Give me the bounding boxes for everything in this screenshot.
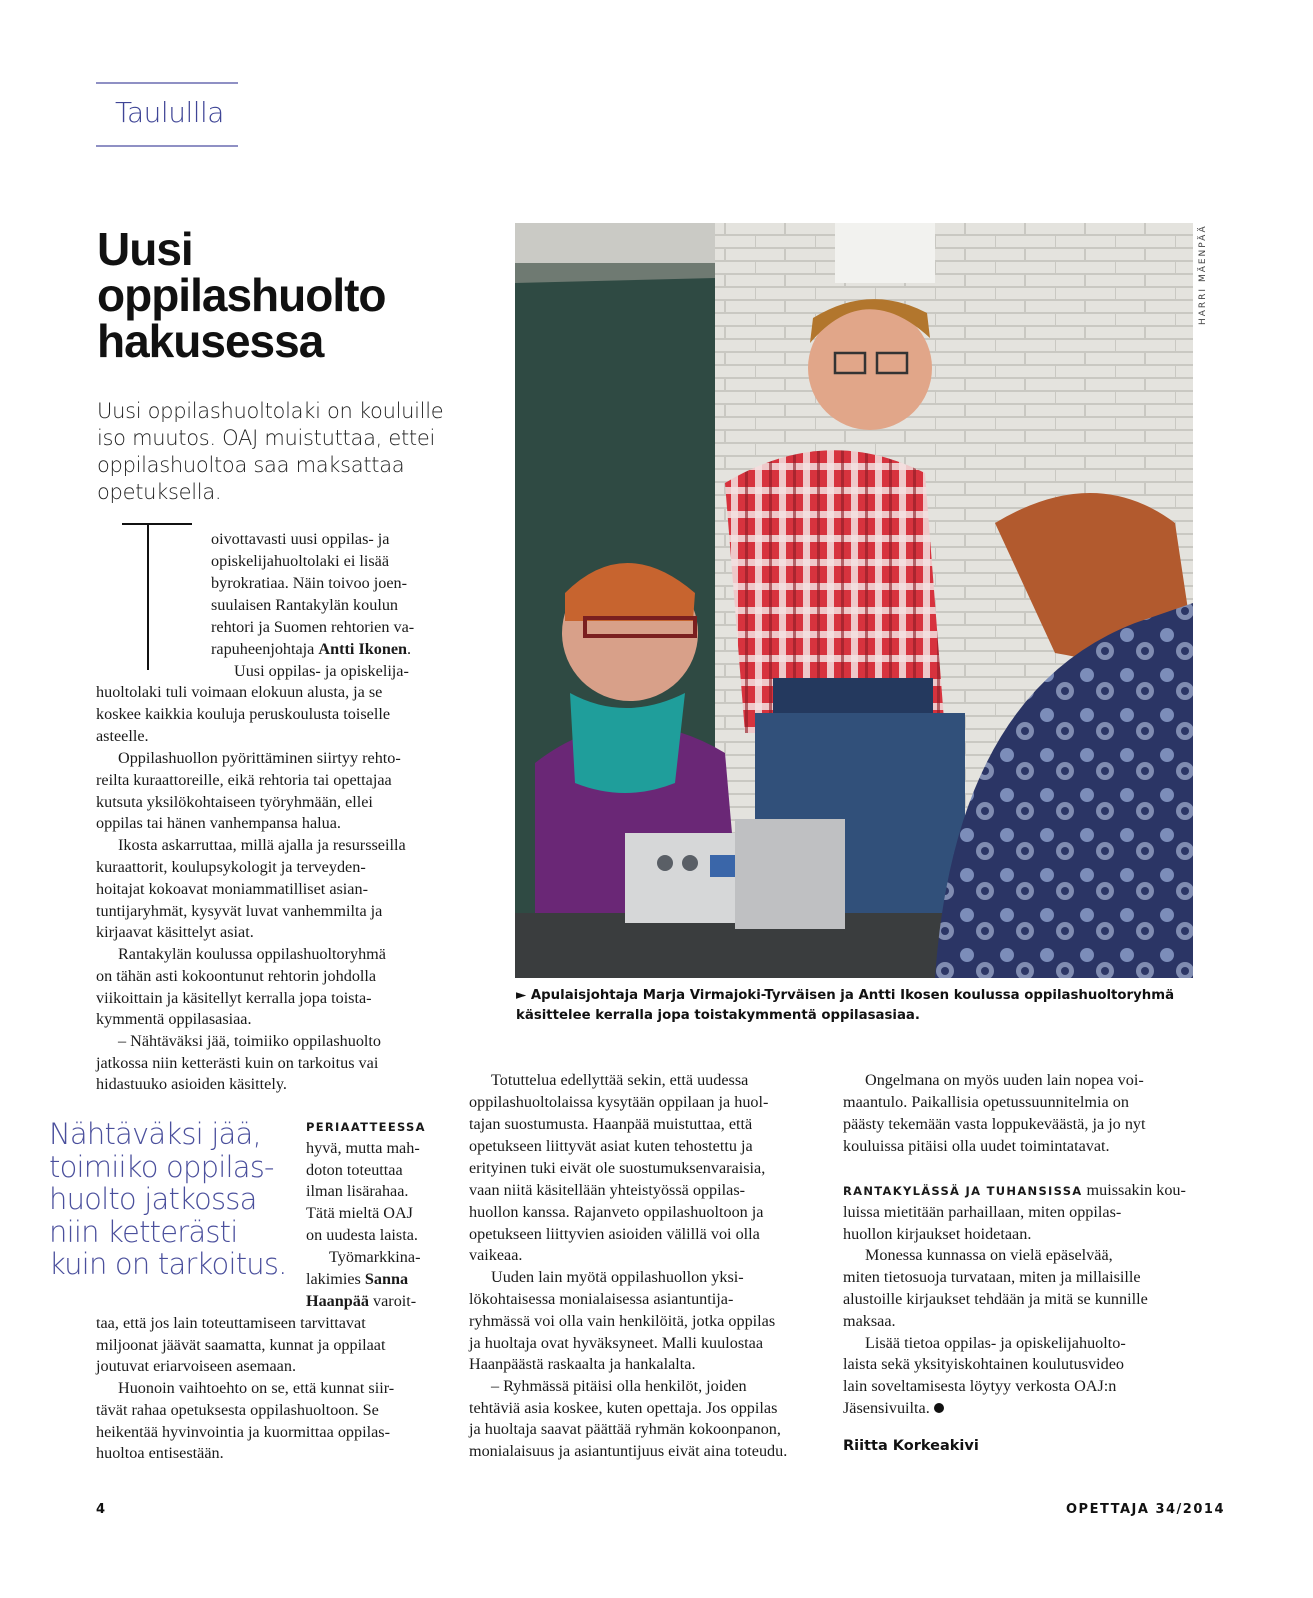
body-line: tehtäviä asia koskee, kuten opettaja. Jos oppilas — [469, 1399, 778, 1417]
body-line: vaikeaa. — [469, 1246, 523, 1264]
photo-caption-line: ► Apulaisjohtaja Marja Virmajoki-Tyrväisen ja Antti Ikosen koulussa oppilashuoltoryhmä — [516, 988, 1175, 1003]
drop-cap — [122, 522, 192, 672]
body-line: Ongelmana on myös uuden lain nopea voi- — [865, 1071, 1144, 1089]
body-line: Uusi oppilas- ja opiskelija- — [234, 662, 409, 680]
end-mark-icon — [934, 1403, 944, 1413]
section-label: Taulullla — [115, 96, 224, 129]
section-rule-top — [96, 82, 238, 84]
body-line: Haanpäästä raskaalta ja hankalalta. — [469, 1355, 696, 1373]
body-line: Lisää tietoa oppilas- ja opiskelijahuolto- — [865, 1334, 1126, 1352]
pull-quote-line: niin ketterästi — [49, 1214, 238, 1249]
pull-quote-line: Nähtäväksi jää, — [49, 1117, 261, 1151]
body-line: kuraattorit, koulupsykologit ja terveyden- — [96, 858, 366, 876]
person-name: Sanna — [364, 1270, 409, 1288]
body-line: Monessa kunnassa on vielä epäselvää, — [865, 1246, 1113, 1264]
lead-line: iso muutos. OAJ muistuttaa, ettei — [97, 426, 436, 450]
body-line: oppilas tai hänen vanhempansa halua. — [96, 814, 341, 832]
section-rule-bottom — [96, 145, 238, 147]
body-line: miljoonat jäävät saamatta, kunnat ja oppilaat — [96, 1336, 386, 1354]
body-line: Rantakylän koulussa oppilashuoltoryhmä — [118, 945, 386, 963]
headline-line: hakusessa — [97, 315, 324, 367]
body-line: oivottavasti uusi oppilas- ja — [211, 530, 390, 548]
photo-credit: HARRI MÄENPÄÄ — [1198, 224, 1208, 325]
body-line: huollon kanssa. Rajanveto oppilashuoltoon ja — [469, 1203, 764, 1221]
lead-line: oppilashuoltoa saa maksattaa — [97, 453, 405, 477]
pull-quote-line: toimiiko oppilas- — [49, 1149, 274, 1184]
lead-in-caps: PERIAATTEESSA — [306, 1120, 426, 1134]
body-line: Huonoin vaihtoehto on se, että kunnat siir- — [118, 1379, 395, 1397]
body-line: Haanpää varoit- — [306, 1292, 417, 1310]
page-number: 4 — [96, 1502, 106, 1517]
body-line: monialaisuus ja asiantuntijuus eivät aina toteudu. — [469, 1442, 788, 1460]
body-line: maksaa. — [843, 1312, 896, 1330]
byline: Riitta Korkeakivi — [843, 1438, 979, 1454]
classroom-photo-illustration — [515, 223, 1193, 978]
pull-quote-line: huolto jatkossa — [49, 1182, 257, 1216]
body-line: hidastuuko asioiden käsittely. — [96, 1075, 287, 1093]
body-line: huoltolaki tuli voimaan elokuun alusta, ja se — [96, 683, 383, 701]
body-line: Tätä mieltä OAJ — [306, 1204, 413, 1222]
body-line: suulaisen Rantakylän koulun — [211, 596, 399, 614]
body-line: ryhmässä voi olla vain henkilöitä, jotka oppilas — [469, 1312, 776, 1330]
body-line: kymmentä oppilasasiaa. — [96, 1010, 252, 1028]
body-line: Ikosta askarruttaa, millä ajalla ja resursseilla — [118, 836, 406, 854]
body-line: maantulo. Paikallisia opetussuunnitelmia on — [843, 1093, 1129, 1111]
body-line: erityinen tuki eivät ole suostumuksenvaraisia, — [469, 1159, 766, 1177]
body-line: ja huoltaja ovat hyväksyneet. Malli kuulostaa — [469, 1334, 763, 1352]
body-line: Totuttelua edellyttää sekin, että uudessa — [491, 1071, 749, 1089]
body-line: rapuheenjohtaja Antti Ikonen. — [211, 640, 412, 658]
body-line: tävät rahaa opetuksesta oppilashuoltoon. Se — [96, 1401, 379, 1419]
body-line: Uuden lain myötä oppilashuollon yksi- — [491, 1268, 744, 1286]
body-line: RANTAKYLÄSSÄ JA TUHANSISSA muissakin kou- — [843, 1181, 1186, 1199]
body-line: koskee kaikkia kouluja peruskoulusta toiselle — [96, 705, 391, 723]
body-line: taa, että jos lain toteuttamiseen tarvittavat — [96, 1314, 366, 1332]
body-line: lain soveltamisesta löytyy verkosta OAJ:n — [843, 1377, 1117, 1395]
issue-label: OPETTAJA 34/2014 — [1066, 1502, 1225, 1517]
body-line: – Ryhmässä pitäisi olla henkilöt, joiden — [491, 1377, 747, 1395]
body-line: päästy tekemään vasta loppukeväästä, ja jo nyt — [843, 1115, 1146, 1133]
body-line: lakimies Sanna — [306, 1270, 409, 1288]
body-line: vaan niitä käsitellään yhteistyössä oppilas- — [469, 1181, 746, 1199]
body-line: kouluissa pitäisi olla uudet toimintatavat. — [843, 1137, 1110, 1155]
person-name: Antti Ikonen — [318, 640, 408, 658]
body-line: kutsuta yksilökohtaiseen työryhmään, ellei — [96, 793, 373, 811]
body-line: huollon kirjaukset hoidetaan. — [843, 1225, 1032, 1243]
headline-line: oppilashuolto — [97, 269, 386, 321]
body-line: – Nähtäväksi jää, toimiiko oppilashuolto — [118, 1032, 382, 1050]
lead-paragraph — [97, 398, 457, 506]
body-line: asteelle. — [96, 727, 149, 745]
body-line: hoitajat kokoavat moniammatilliset asian- — [96, 880, 368, 898]
body-line: hyvä, mutta mah- — [306, 1139, 420, 1157]
body-line: kirjaavat käsittelyt asiat. — [96, 923, 254, 941]
body-line: lökohtaisessa monialaisessa asiantuntija- — [469, 1290, 734, 1308]
body-line: byrokratiaa. Näin toivoo joen- — [211, 574, 407, 592]
body-line: opetukseen liittyvien asioiden välillä voi olla — [469, 1225, 760, 1243]
body-line: on tähän asti kokoontunut rehtorin johdolla — [96, 967, 377, 985]
body-line: tuntijaryhmät, kysyvät luvat vanhemmilta ja — [96, 902, 383, 920]
body-line: laista sekä yksityiskohtainen koulutusvideo — [843, 1355, 1124, 1373]
body-line: Oppilashuollon pyörittäminen siirtyy rehto- — [118, 749, 401, 767]
body-line: jatkossa niin ketterästi kuin on tarkoitus vai — [96, 1054, 379, 1072]
body-line: opiskelijahuoltolaki ei lisää — [211, 552, 390, 570]
body-line: alustoille kirjaukset tehdään ja mitä se kunnille — [843, 1290, 1148, 1308]
headline — [97, 223, 477, 367]
body-line: viikoittain ja käsitellyt kerralla jopa toista- — [96, 989, 372, 1007]
body-line: opetukseen liittyvät asiat kuten tehostettu ja — [469, 1137, 753, 1155]
headline-line: Uusi — [97, 223, 193, 275]
person-name: Haanpää — [306, 1292, 369, 1310]
lead-line: opetuksella. — [97, 480, 222, 504]
body-line: oppilashuoltolaissa kysytään oppilaan ja huol- — [469, 1093, 769, 1111]
body-line: ja huoltaja saavat päättää ryhmän kokoonpanon, — [469, 1420, 781, 1438]
body-line: Työmarkkina- — [329, 1248, 421, 1266]
body-line: miten tietosuoja turvataan, miten ja millaisille — [843, 1268, 1141, 1286]
body-line: heikentää hyvinvointia ja kuormittaa oppilas- — [96, 1423, 390, 1441]
body-line: reilta kuraattoreille, eikä rehtoria tai opettajaa — [96, 771, 392, 789]
body-line: rehtori ja Suomen rehtorien va- — [211, 618, 415, 636]
body-line: Jäsensivuilta. — [843, 1398, 944, 1420]
body-line: joutuvat eriarvoiseen asemaan. — [96, 1357, 297, 1375]
body-line: on uudesta laista. — [306, 1226, 418, 1244]
pull-quote-line: kuin on tarkoitus. — [49, 1247, 287, 1281]
body-line: doton toteuttaa — [306, 1161, 403, 1179]
photo-caption-line: käsittelee kerralla jopa toistakymmentä oppilasasiaa. — [516, 1008, 920, 1023]
lead-line: Uusi oppilashuoltolaki on kouluille — [97, 399, 444, 423]
article-photo — [515, 223, 1193, 978]
lead-in-caps: RANTAKYLÄSSÄ JA TUHANSISSA — [843, 1184, 1083, 1198]
body-line: tajan suostumusta. Haanpää muistuttaa, että — [469, 1115, 753, 1133]
pull-quote — [49, 1118, 299, 1281]
body-line: ilman lisärahaa. — [306, 1182, 409, 1200]
body-line: luissa mietitään parhaillaan, miten oppilas- — [843, 1203, 1122, 1221]
body-line: huoltoa entisestään. — [96, 1444, 224, 1462]
